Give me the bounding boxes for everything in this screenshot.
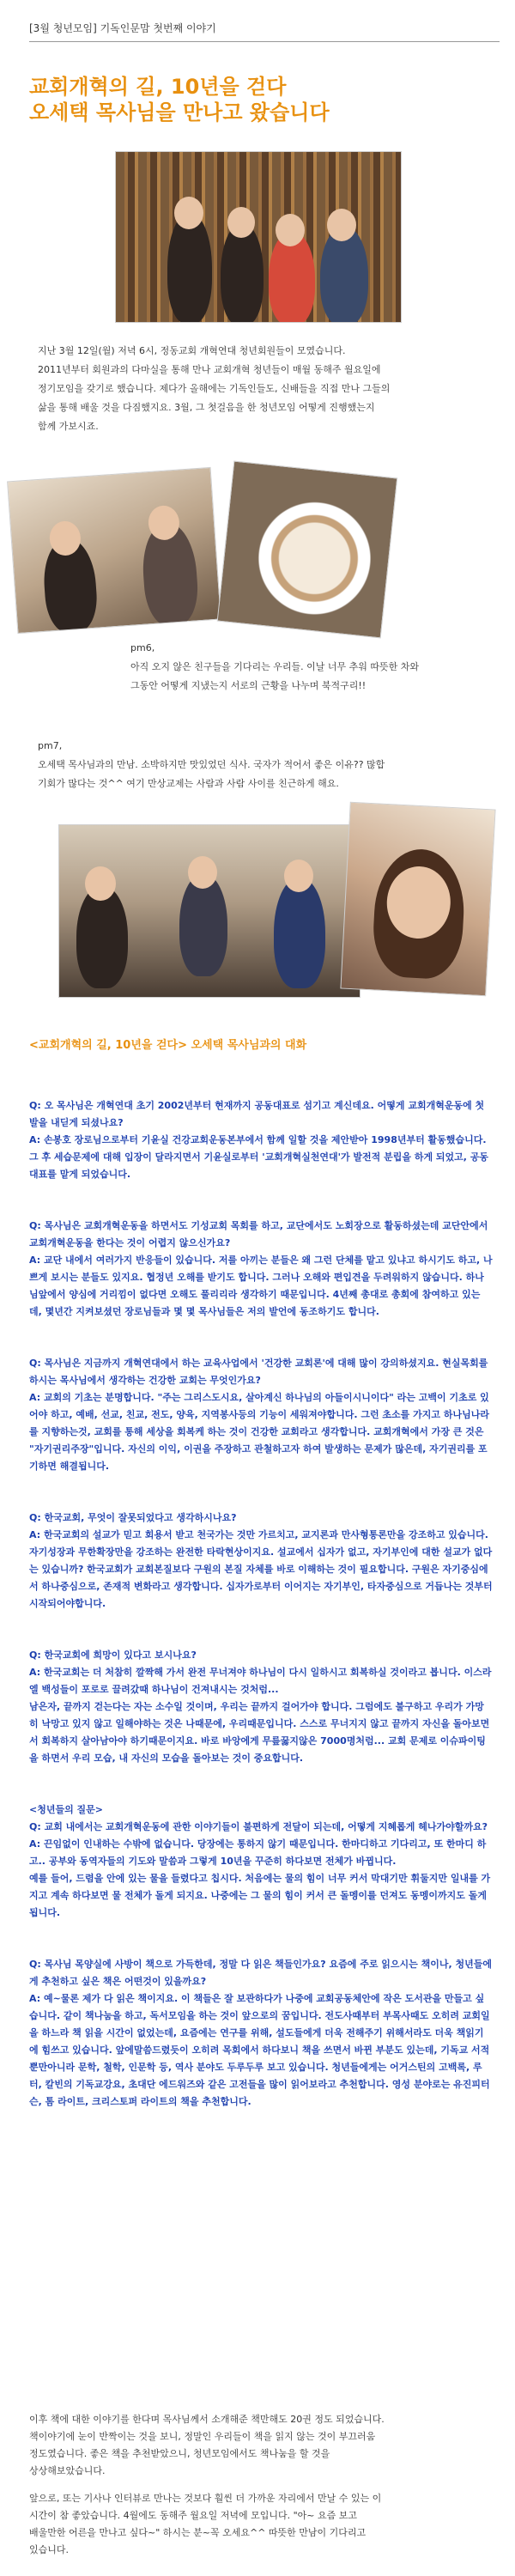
pm6-label: pm6, [130, 642, 155, 653]
pm7-caption [38, 737, 501, 793]
intro-line: 정기모임을 갖기로 했습니다. 제다가 올해에는 기독인들도, 신배들을 직접 만나 그들의 [38, 383, 391, 394]
closing-line: 있습니다. [29, 2544, 70, 2555]
dinner-photo [58, 824, 360, 998]
qa-item: Q: 한국교회, 무엇이 잘못되었다고 생각하시나요? A: 한국교회의 설교가 믿고 회용서 받고 천국가는 것만 가르치고, 교지론과 만사형통론만을 강조하고 있습니다. 자기성장과 무한확장만을 강조하는 완전한 타락현상이지요. 설교에서 십자가 없고, 자기부인에 대한 설교가 없다는 있습니까? 한국교회가 교회본질보다 구원의 본질 자체를 바로 이해하는 것이 필요합니다. 구원은 자기중심에서 하나중심으로, 존재적 변화라고 생각합니다. 십자가로부터 이어지는 자기부인, 타자중심으로 거듭나는 것부터 시작되어야합니다. [29, 1512, 493, 1609]
person-face [85, 866, 116, 901]
qa-item: Q: 목사님은 지금까지 개혁연대에서 하는 교육사업에서 '건강한 교회론'에 대해 많이 강의하셨지요. 현실목회를 하시는 목사님에서 생각하는 건강한 교회는 무엇인가요? A: 교회의 기초는 분명합니다. "주는 그리스도시요, 살아계신 하나님의 아들이시니이다" 라는 고백이 기초로 있어야 하고, 예배, 선교, 친교, 전도, 양육, 지역봉사등의 기능이 세워져야합니다. 그런 초소를 가지고 하나님나라를 지향하는것, 교회를 통해 세상을 회복케 하는 것이 건강한 교회라고 생각합니다. 교회개혁에서 가장 큰 것은 "자기권리주장"입니다. 자신의 이익, 이권을 주장하고 관철하고자 하여 발생하는 문제가 많은데, 자기권리를 포기하면 해결됩니다. [29, 1358, 489, 1472]
person-face [284, 860, 313, 892]
closing-line: 앞으로, 또는 기사나 인터뷰로 만나는 것보다 훨씬 더 가까운 자리에서 만날 수 있는 이 [29, 2493, 382, 2504]
intro-line: 2011년부터 회원과의 다마실을 통해 만나 교회개혁 청년들이 매월 동해주 월요일에 [38, 364, 381, 375]
person-face [327, 209, 356, 241]
closing-line: 정도였습니다. 좋은 책을 추천받았으니, 청년모임에서도 책나눔을 할 것을 [29, 2448, 330, 2459]
person-figure [179, 873, 227, 976]
smiling-woman-photo [340, 802, 495, 997]
closing-line: 상상해보았습니다. [29, 2465, 106, 2476]
intro-line: 함께 가보시죠. [38, 421, 99, 432]
closing-line: 이후 책에 대한 이야기를 한다며 목사님께서 소개해준 책만해도 20권 정도 되었습니다. [29, 2414, 385, 2425]
intro-paragraph [38, 342, 484, 436]
closing-line: 시간이 참 좋았습니다. 4월에도 동해주 월요일 저녁에 모입니다. "아~ 요즘 보고 [29, 2510, 358, 2521]
person-face [227, 207, 255, 238]
closing-paragraph-1 [29, 2411, 493, 2480]
pm6-caption [130, 639, 500, 696]
qa-item: Q: 한국교회에 희망이 있다고 보시나요? A: 한국교회는 더 처참히 깔짝해 가서 완전 무너져야 하나님이 다시 일하시고 회복하실 것이라고 봅니다. 이스라엘 백성들이 포로로 끌려갔때 하나님이 건져내시는 것처럼... 남은자, 끝까지 걷는다는 자는 소수일 것이며, 우리는 끝까지 걸어가야 합니다. 그럼에도 불구하고 우리가 가망히 낙망고 있지 않고 일해야하는 것은 나때문에, 우리때문입니다. 스스로 무너지지 않고 끝까지 자신을 돌아보면서 회복하지 살아남아야 하기때문이지요. 바로 바앙에게 무릎꿇지않은 7000명처럼... 교회 문제로 이슈파이팅을 하면서 우리 모습, 내 자신의 모습을 돌아보는 것이 중요합니다. [29, 1649, 492, 1764]
qa-section [29, 1080, 493, 2145]
post-header: [3월 청년모임] 기독인문맘 첫번째 이야기 [29, 19, 500, 42]
pm6-line: 아직 오지 않은 친구들을 기다리는 우리들. 이날 너무 추워 따뜻한 차와 [130, 661, 419, 672]
pm7-line: 기회가 많다는 것^^ 여기 만상교제는 사람과 사람 사이를 친근하게 해요. [38, 778, 339, 789]
title-line-1: 교회개혁의 길, 10년을 걷다 [29, 75, 287, 99]
qa-item: Q: 목사님은 교회개혁운동을 하면서도 기성교회 목회를 하고, 교단에서도 노회장으로 활동하셨는데 교단안에서 교회개혁운동을 한다는 것이 어렵지 않으신가요? A: 교단 내에서 여러가지 반응들이 있습니다. 저를 아끼는 분들은 왜 그런 단체를 맡고 있냐고 하시기도 하고, 나쁘게 보시는 분들도 있지요. 협정년 오해를 받기도 합니다. 그러나 오해와 편입견을 두려워하지 않습니다. 하나님앞에서 양심에 거리낌이 없다면 오해도 풀리리라 생각하기 때문입니다. 4년째 총대로 총회에 참여하고 있는데, 몇년간 지켜보셨던 장로님들과 몇 몇 목사님들은 저의 발언에 동조하기도 합니다. [29, 1220, 493, 1317]
title-line-2: 오세택 목사님을 만나고 왔습니다 [29, 100, 330, 125]
section-title: <교회개혁의 길, 10년을 걷다> 오세택 목사님과의 대화 [29, 1039, 307, 1052]
person-face [188, 856, 217, 889]
pm7-label: pm7, [38, 740, 63, 751]
coffee-photo [217, 460, 398, 638]
person-figure [76, 885, 128, 988]
qa-item: <청년들의 질문> Q: 교회 내에서는 교회개혁운동에 관한 이야기들이 불편하게 전달이 되는데, 어떻게 지혜롭게 헤나가야할까요? A: 끈임없이 인내하는 수밖에 없습니다. 당장에는 통하지 않기 때문입니다. 한마디하고 기다리고, 또 한마디 하고.. 공부와 동역자들의 기도와 말씀과 그렇게 10년을 꾸준히 하다보면 전체가 바뀝니다. 예를 들어, 드렴을 안에 있는 물을 들렸다고 칩시다. 처음에는 물의 힘이 너무 커서 막대기만 휘둘지만 일내를 가지고 계속 하다보면 물 전체가 돌게 되지요. 나중에는 그 물의 힘이 커서 큰 돌멩이를 던져도 동멩이까지도 돌게됩니다. [29, 1804, 491, 1918]
pm7-line: 오세택 목사님과의 만남. 소박하지만 맛있었던 식사. 국자가 적어서 좋은 이유?? 많합 [38, 759, 385, 770]
person-face [276, 214, 305, 246]
cafe-photo [7, 467, 221, 634]
person-figure [274, 877, 325, 988]
qa-item: Q: 오 목사님은 개혁연대 초기 2002년부터 현재까지 공동대표로 섬기고 계신데요. 어떻게 교회개혁운동에 첫발을 내딛게 되셨나요? A: 손봉호 장로님으로부터 기윤실 건강교회운동본부에서 함께 일할 것을 제안받아 1998년부터 활동했습니다. 그 후 세습문제에 대해 입장이 달라지면서 기윤실로부터 '교회개혁실천연대'가 발전적 분립을 하게 되었고, 공동대표를 맡게 되었습니다. [29, 1100, 489, 1180]
intro-line: 지난 3월 12일(월) 저녁 6시, 정동교회 개혁연대 청년회원들이 모였습니다. [38, 345, 346, 356]
pm6-line: 그동안 어떻게 지냈는지 서로의 근황을 나누며 북적구리!! [130, 680, 367, 691]
person-face [174, 197, 203, 229]
intro-line: 삶을 통해 배울 것을 다짐했지요. 3월, 그 첫걸음을 한 청년모임 어떻게 진행했는지 [38, 402, 375, 413]
closing-line: 책이야기에 눈이 반짝이는 것을 보니, 정말인 우리들이 책을 읽지 않는 것이 부끄러움 [29, 2431, 376, 2442]
qa-item: Q: 목사님 목양실에 사방이 책으로 가득한데, 정말 다 읽은 책들인가요? 요즘에 주로 읽으시는 책이나, 청년들에게 추천하고 싶은 책은 어떤것이 있을까요? A: 예~물론 제가 다 읽은 책이지요. 이 책들은 잘 보관하다가 나중에 교회공동체안에 작은 도서관을 만들고 싶습니다. 같이 책나눔을 하고, 독서모임을 하는 것이 앞으로의 꿈입니다. 전도사때부터 부목사때도 오히려 교회일을 하느라 책 읽을 시간이 없었는데, 요즘에는 연구를 위해, 설도들에게 더욱 전해주기 위해서라도 더욱 책읽기에 힘쓰고 있습니다. 앞에말씀드렸듯이 오히려 목회에서 하다보니 책을 쓰면서 바뀐 부분도 있는데, 기독교 서적뿐만아니라 문학, 철학, 인문학 등, 역사 분야도 두루두루 보고 있습니다. 청년들에게는 어거스틴의 고백록, 루터, 칼빈의 기독교강요, 초대단 에드워즈와 같은 고전들을 많이 읽어보라고 추천합니다. 영성 분야로는 유진피터슨, 톰 라이트, 크리스토퍼 라이트의 책을 추천합니다. [29, 1959, 493, 2107]
closing-paragraph-2 [29, 2490, 493, 2559]
group-photo [115, 151, 402, 323]
closing-line: 배울만한 어른을 만나고 싶다~" 하시는 분~꼭 오세요^^ 따뜻한 만남이 기다리고 [29, 2527, 367, 2538]
post-title [29, 74, 476, 125]
